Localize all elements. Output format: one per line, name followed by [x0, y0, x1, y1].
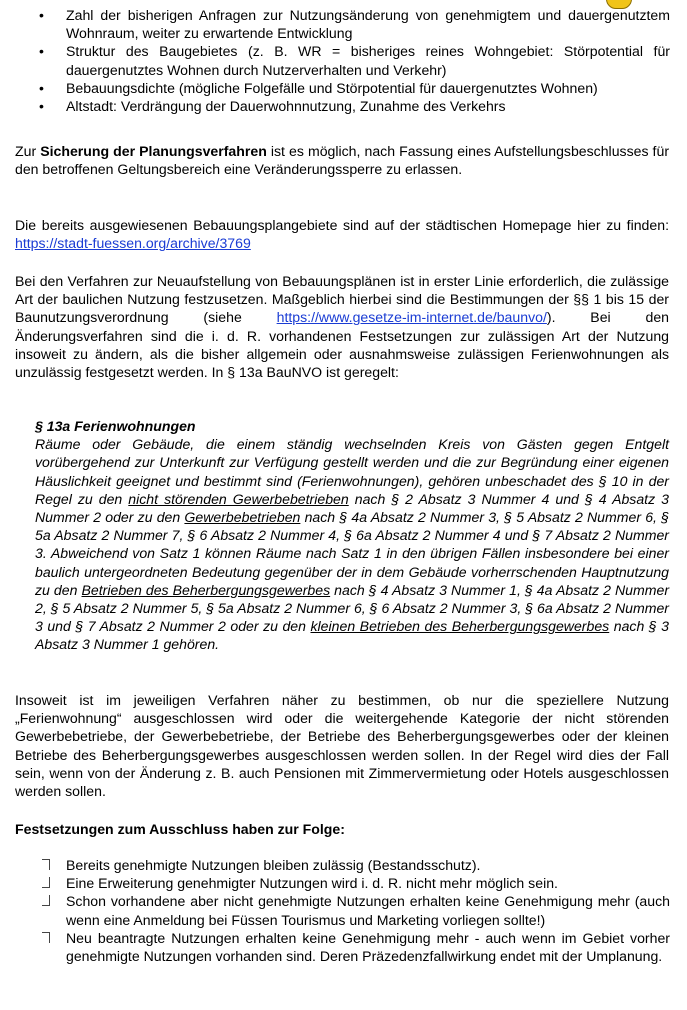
law-quote-13a — [35, 417, 669, 654]
list-item: • Zahl der bisherigen Anfragen zur Nutzungsänderung von genehmigtem und dauergenutztem Wohnraum, weiter zu erwartende Entwicklung — [39, 7, 670, 42]
quote-heading: § 13a Ferienwohnungen — [35, 418, 196, 434]
baunvo-link[interactable]: https://www.gesetze-im-internet.de/baunvo/ — [276, 309, 547, 326]
bold-term: Sicherung der Planungsverfahren — [40, 143, 267, 159]
bullet-icon: • — [39, 79, 44, 96]
paragraph-planning-security: Zur Sicherung der Planungsverfahren ist es möglich, nach Fassung eines Aufstellungsbeschlusses für den betroffenen Geltungsbereich eine Veränderungssperre zu erlassen. — [15, 143, 670, 178]
bullet-icon: • — [39, 7, 44, 23]
list-item: Eine Erweiterung genehmigter Nutzungen wird i. d. R. nicht mehr möglich sein. — [15, 874, 670, 892]
checkbox-bullet-icon — [42, 877, 50, 888]
list-item: Neu beantragte Nutzungen erhalten keine Genehmigung mehr - auch wenn im Gebiet vorher genehmigte Nutzungen vorhanden sind. Deren Präzedenzfallwirkung endet mit der Umplanung. — [15, 929, 670, 965]
bullet-icon: • — [39, 43, 44, 60]
paragraph-existing-plans: Die bereits ausgewiesenen Bebauungsplangebiete sind auf der städtischen Homepage hier zu finden: https://stadt-fuessen.org/archive/3769 — [15, 217, 669, 252]
bullet-icon: • — [39, 98, 44, 115]
list-item: • Struktur des Baugebietes (z. B. WR = bisheriges reines Wohngebiet: Störpotential für dauergenutztes Wohnen durch Nutzerverhalten und Verkehr) — [39, 43, 670, 78]
consequence-list — [15, 856, 670, 965]
list-item: • Altstadt: Verdrängung der Dauerwohnnutzung, Zunahme des Verkehrs — [39, 98, 506, 115]
quote-text: Räume oder Gebäude, die einem ständig wechselnden Kreis von Gästen gegen Entgelt vorübergehend zur Unterkunft zur Verfügung gestellt werden und die zur Begründung einer eigenen Häuslichkeit geeignet und bestimmt sind (Ferienwohnungen), gehören unbeschadet des § 10 in der Regel zu den nicht störenden Gewerbebetrieben nach § 2 Absatz 3 Nummer 4 und § 4 Absatz 3 Nummer 2 oder zu den Gewerbebetrieben nach § 4a Absatz 2 Nummer 3, § 5 Absatz 2 Nummer 6, § 5a Absatz 2 Nummer 7, § 6 Absatz 2 Nummer 4, § 6a Absatz 2 Nummer 4 und § 7 Absatz 2 Nummer 3. Abweichend von Satz 1 können Räume nach Satz 1 in den übrigen Fällen insbesondere bei einer baulich untergeordneten Bedeutung gegenüber der in dem Gebäude vorherrschenden Hauptnutzung zu den Betrieben des Beherbergungsgewerbes nach § 4 Absatz 3 Nummer 1, § 4a Absatz 2 Nummer 2, § 5 Absatz 2 Nummer 5, § 5a Absatz 2 Nummer 6, § 6 Absatz 2 Nummer 3, § 6a Absatz 2 Nummer 3 und § 7 Absatz 2 Nummer 2 oder zu den kleinen Betrieben des Beherbergungsgewerbes nach § 3 Absatz 3 Nummer 1 gehören. — [35, 436, 670, 653]
checkbox-bullet-icon — [42, 895, 50, 906]
section-heading: Festsetzungen zum Ausschluss haben zur Folge: — [15, 821, 345, 837]
checkbox-bullet-icon — [42, 859, 50, 870]
list-item: Schon vorhandene aber nicht genehmigte Nutzungen erhalten keine Genehmigung mehr (auch wenn eine Anmeldung bei Füssen Tourismus und Marketing vorliegen sollte!) — [15, 892, 670, 928]
criteria-bullet-list — [15, 6, 670, 115]
paragraph-procedure: Insoweit ist im jeweiligen Verfahren näher zu bestimmen, ob nur die speziellere Nutzung „Ferienwohnung“ ausgeschlossen wird oder die weitergehende Kategorie der nicht störenden Gewerbebetriebe, der Gewerbebetriebe, der Betriebe des Beherbergungsgewerbes oder der kleinen Betriebe des Beherbergungsgewerbes ausgeschlossen werden sollen. In der Regel wird dies der Fall sein, wenn von der Änderung z. B. auch Pensionen mit Zimmervermietung oder Hotels ausgeschlossen werden sollen. — [15, 692, 669, 800]
list-item: • Bebauungsdichte (mögliche Folgefälle und Störpotential für dauergenutztes Wohnen) — [39, 79, 598, 96]
list-item: Bereits genehmigte Nutzungen bleiben zulässig (Bestandsschutz). — [15, 856, 670, 874]
homepage-link[interactable]: https://stadt-fuessen.org/archive/3769 — [15, 235, 251, 252]
paragraph-new-plans: Bei den Verfahren zur Neuaufstellung von Bebauungsplänen ist in erster Linie erforderlich, die zulässige Art der baulichen Nutzung festzusetzen. Maßgeblich hierbei sind die Bestimmungen der §§ 1 bis 15 der Baunutzungsverordnung (siehe https://www.gesetze-im-internet.de/baunvo/). Bei den Änderungsverfahren sind die i. d. R. vorhandenen Festsetzungen zur zulässigen Art der Nutzung insoweit zu ändern, als die bisher allgemein oder ausnahmsweise zulässigen Ferienwohnungen als unzulässig festgesetzt werden. In § 13a BauNVO ist geregelt: — [15, 273, 670, 381]
checkbox-bullet-icon — [42, 932, 50, 943]
